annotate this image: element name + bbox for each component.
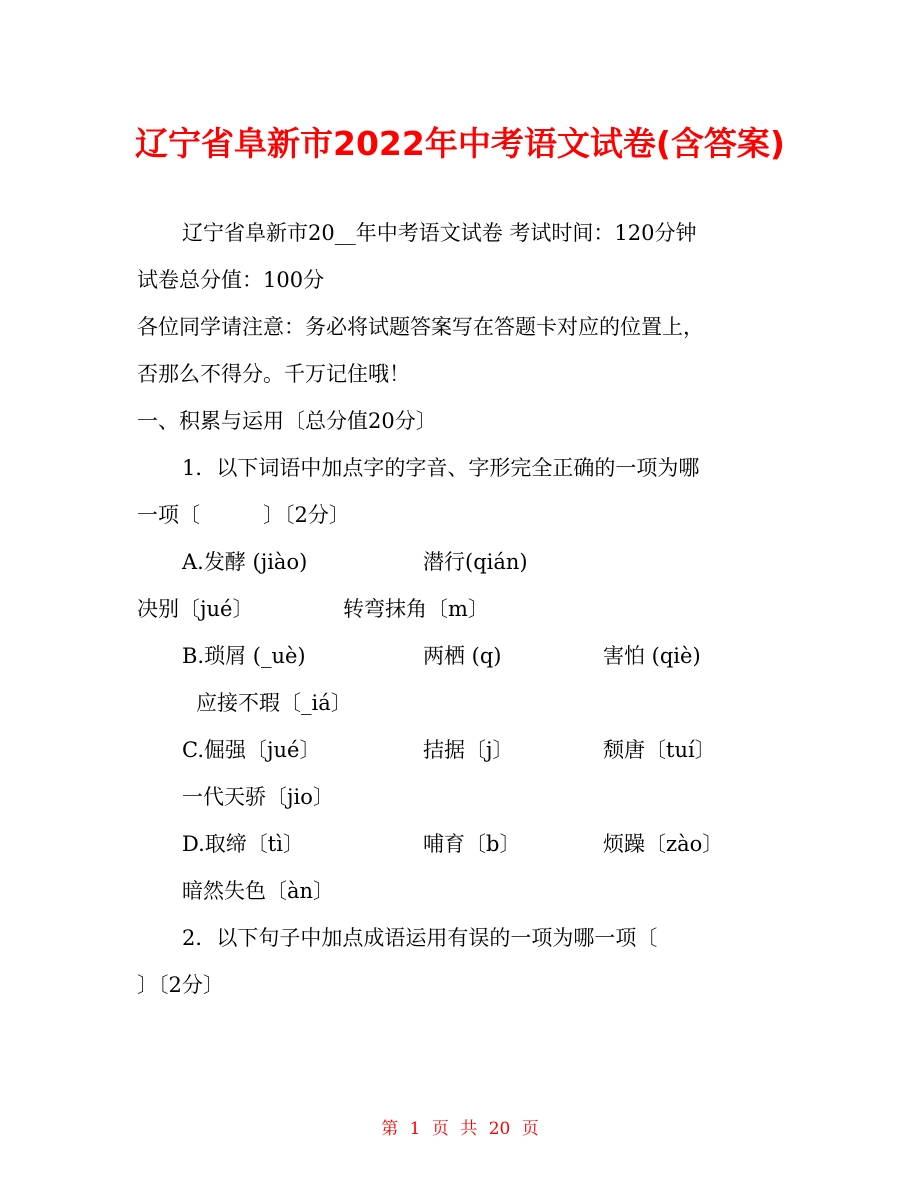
question-1-stem-1: 1．以下词语中加点字的字音、字形完全正确的一项为哪 <box>182 456 700 480</box>
notice-line-2: 否那么不得分。千万记住哦！ <box>137 362 410 386</box>
option-b-item-1: B.琐屑 (_uè) <box>182 644 306 668</box>
section-1-heading: 一、积累与运用〔总分值20分〕 <box>137 409 437 433</box>
option-b-item-4: 应接不瑕〔_iá〕 <box>196 691 352 715</box>
question-2-stem-1: 2．以下句子中加点成语运用有误的一项为哪一项〔 <box>182 926 658 950</box>
footer-page-number: 1 <box>409 1119 421 1139</box>
total-score-line: 试卷总分值：100分 <box>137 268 325 292</box>
option-a-item-2: 潜行(qián) <box>423 550 528 574</box>
exam-info-line: 辽宁省阜新市20__年中考语文试卷 考试时间：120分钟 <box>182 221 697 245</box>
document-title: 辽宁省阜新市2022年中考语文试卷(含答案) <box>134 124 785 163</box>
option-d-item-4: 暗然失色〔àn〕 <box>182 879 335 903</box>
page-footer <box>0 1114 920 1139</box>
question-1-stem-2: 一项〔 〕〔2分〕 <box>137 503 350 527</box>
option-c-item-2: 拮据〔j〕 <box>423 738 514 762</box>
footer-prefix: 第 <box>381 1119 399 1139</box>
option-d-item-1: D.取缔〔tì〕 <box>182 832 304 856</box>
notice-line-1: 各位同学请注意：务必将试题答案写在答题卡对应的位置上， <box>137 315 704 339</box>
footer-page-unit: 页 <box>431 1119 449 1139</box>
footer-total-prefix: 共 <box>460 1119 478 1139</box>
option-b-item-3: 害怕 (qiè) <box>603 644 701 668</box>
option-d-item-2: 哺育〔b〕 <box>423 832 521 856</box>
option-c-item-3: 颓唐〔tuí〕 <box>603 738 716 762</box>
option-c-item-4: 一代天骄〔jio〕 <box>182 785 334 809</box>
option-a-item-1: A.发酵 (jiào) <box>182 550 308 574</box>
footer-total-unit: 页 <box>521 1119 539 1139</box>
question-2-stem-2: 〕〔2分〕 <box>137 973 224 997</box>
option-a-item-3: 决别〔jué〕 <box>137 597 254 621</box>
option-d-item-3: 烦躁〔zào〕 <box>603 832 724 856</box>
option-a-item-4: 转弯抹角〔m〕 <box>343 597 489 621</box>
option-b-item-2: 两栖 (q) <box>423 644 502 668</box>
option-c-item-1: C.倔强〔jué〕 <box>182 738 321 762</box>
footer-total-pages: 20 <box>488 1119 511 1139</box>
